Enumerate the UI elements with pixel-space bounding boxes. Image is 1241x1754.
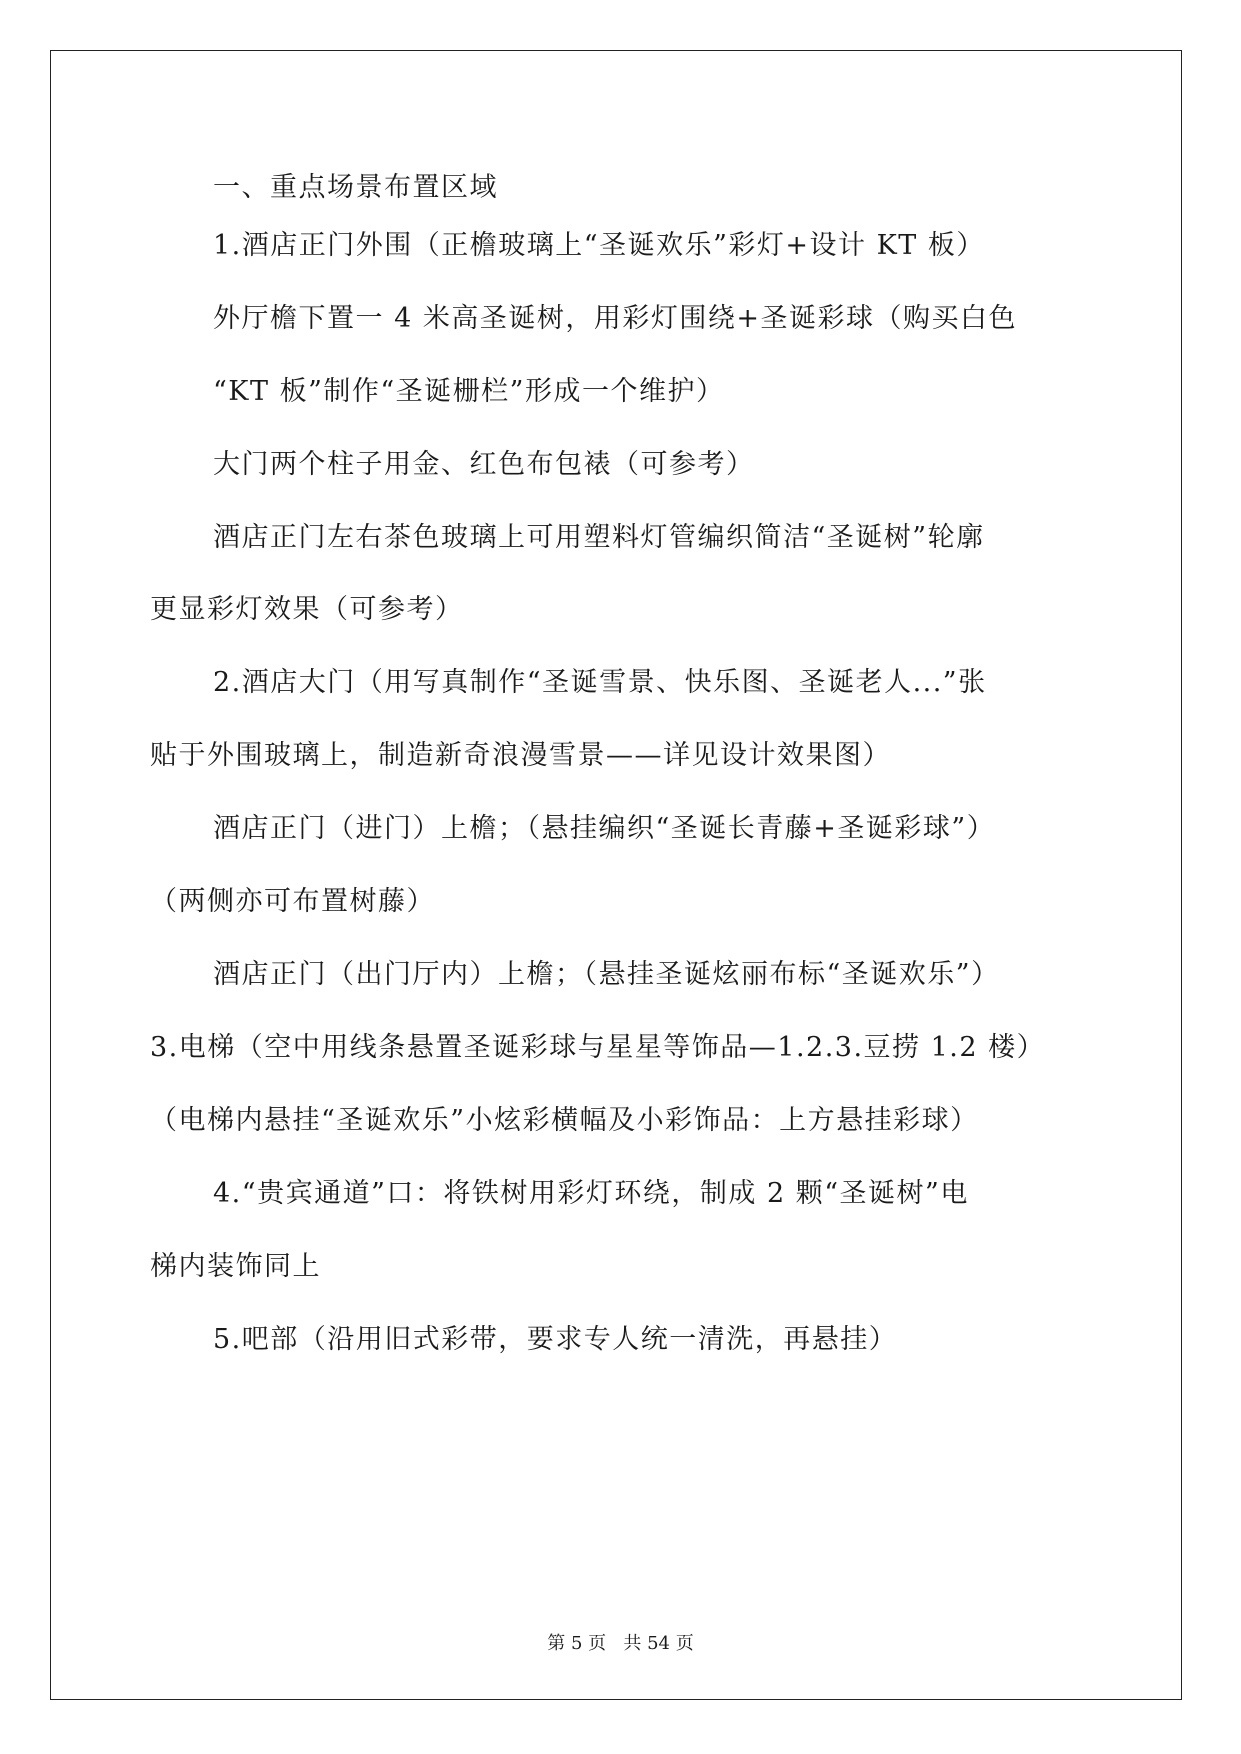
paragraph-line: （两侧亦可布置树藤） — [150, 886, 435, 917]
paragraph-line: 梯内装饰同上 — [150, 1251, 321, 1282]
paragraph-line: 大门两个柱子用金、红色布包裱（可参考） — [213, 449, 755, 480]
page-number-footer: 第 5 页 共 54 页 — [547, 1633, 694, 1654]
paragraph-line: 5.吧部（沿用旧式彩带，要求专人统一清洗，再悬挂） — [213, 1324, 898, 1355]
paragraph-line: 4.“贵宾通道”口：将铁树用彩灯环绕，制成 2 颗“圣诞树”电 — [213, 1178, 969, 1209]
section-heading: 一、重点场景布置区域 — [213, 172, 498, 203]
paragraph-line: 贴于外围玻璃上，制造新奇浪漫雪景——详见设计效果图） — [150, 740, 891, 771]
paragraph-line: 酒店正门（出门厅内）上檐；（悬挂圣诞炫丽布标“圣诞欢乐”） — [213, 959, 1000, 990]
paragraph-line: 1.酒店正门外围（正檐玻璃上“圣诞欢乐”彩灯+设计 KT 板） — [213, 230, 985, 261]
paragraph-line: 酒店正门（进门）上檐；（悬挂编织“圣诞长青藤+圣诞彩球”） — [213, 813, 996, 844]
paragraph-line: 3.电梯（空中用线条悬置圣诞彩球与星星等饰品—1.2.3.豆捞 1.2 楼） — [150, 1032, 1046, 1063]
paragraph-line: 外厅檐下置一 4 米高圣诞树，用彩灯围绕+圣诞彩球（购买白色 — [213, 303, 1017, 334]
paragraph-line: “KT 板”制作“圣诞栅栏”形成一个维护） — [213, 376, 725, 407]
paragraph-line: （电梯内悬挂“圣诞欢乐”小炫彩横幅及小彩饰品：上方悬挂彩球） — [150, 1105, 979, 1136]
paragraph-line: 更显彩灯效果（可参考） — [150, 594, 464, 625]
paragraph-line: 2.酒店大门（用写真制作“圣诞雪景、快乐图、圣诞老人...”张 — [213, 667, 987, 698]
paragraph-line: 酒店正门左右茶色玻璃上可用塑料灯管编织简洁“圣诞树”轮廓 — [213, 522, 985, 553]
page-border — [50, 50, 1182, 1700]
